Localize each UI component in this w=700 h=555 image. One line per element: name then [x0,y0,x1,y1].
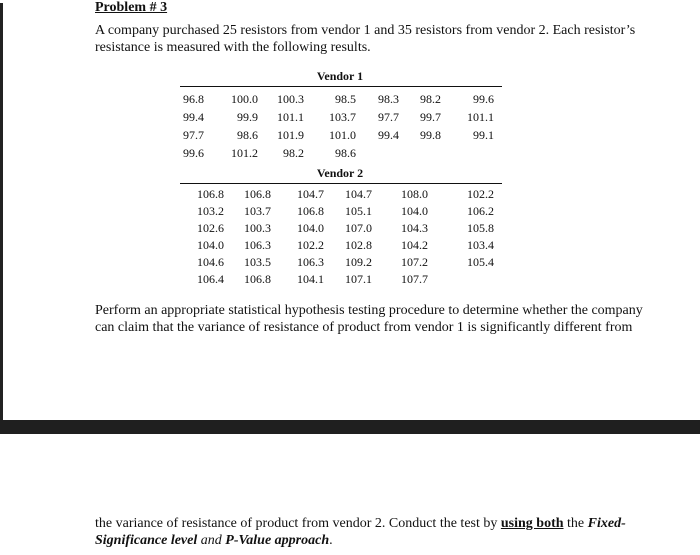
task-line-3-text: the variance of resistance of product from vendor 2. Conduct the test by [95,516,501,531]
task-line-3-mid: the [563,516,588,531]
vendor2-cell: 104.1 [297,272,324,286]
vendor2-cell: 103.7 [244,204,271,218]
vendor2-cell: 103.5 [244,255,271,269]
vendor1-cell: 98.6 [335,146,356,160]
vendor2-rule [180,183,502,184]
task-paragraph-bottom [95,515,665,549]
vendor2-cell: 107.0 [345,221,372,235]
vendor2-cell: 104.3 [401,221,428,235]
task-line-4-and: and [197,533,226,548]
task-line-1: Perform an appropriate statistical hypothesis testing procedure to determine whether the company [95,303,643,318]
vendor1-cell: 101.2 [231,146,258,160]
vendor1-cell: 101.9 [277,128,304,142]
vendor2-cell: 102.2 [297,238,324,252]
vendor1-cell: 98.2 [283,146,304,160]
vendor2-cell: 106.8 [244,187,271,201]
vendor2-cell: 103.2 [197,204,224,218]
vendor2-cell: 100.3 [244,221,271,235]
vendor2-cell: 107.1 [345,272,372,286]
vendor2-cell: 106.8 [197,187,224,201]
emphasis-fixed: Fixed- [587,516,626,531]
vendor1-cell: 100.0 [231,92,258,106]
vendor2-cell: 102.8 [345,238,372,252]
vendor2-cell: 103.4 [467,238,494,252]
vendor2-cell: 106.3 [297,255,324,269]
vendor2-cell: 104.0 [197,238,224,252]
vendor2-cell: 106.2 [467,204,494,218]
task-line-4 [95,532,665,549]
problem-intro [95,22,655,56]
vendor1-cell: 97.7 [183,128,204,142]
vendor1-cell: 103.7 [329,110,356,124]
problem-title: Problem # 3 [95,0,168,15]
vendor2-cell: 108.0 [401,187,428,201]
vendor2-cell: 107.7 [401,272,428,286]
vendor1-cell: 98.3 [378,92,399,106]
task-line-3 [95,515,665,532]
vendor2-cell: 105.1 [345,204,372,218]
vendor1-cell: 99.8 [420,128,441,142]
vendor1-cell: 98.6 [237,128,258,142]
left-border [0,3,3,423]
vendor1-cell: 98.5 [335,92,356,106]
vendor1-cell: 97.7 [378,110,399,124]
vendor1-cell: 99.4 [183,110,204,124]
vendor1-heading: Vendor 1 [316,69,364,83]
vendor2-cell: 106.8 [297,204,324,218]
vendor2-cell: 102.2 [467,187,494,201]
vendor2-cell: 105.8 [467,221,494,235]
vendor1-cell: 99.9 [237,110,258,124]
vendor2-cell: 104.0 [297,221,324,235]
vendor2-cell: 105.4 [467,255,494,269]
emphasis-using-both: using both [500,516,564,531]
vendor2-cell: 106.4 [197,272,224,286]
vendor1-cell: 101.1 [277,110,304,124]
vendor1-cell: 98.2 [420,92,441,106]
vendor2-heading: Vendor 2 [316,166,364,180]
task-line-2: can claim that the variance of resistance of product from vendor 1 is significantly different from [95,320,633,335]
vendor1-cell: 101.0 [329,128,356,142]
vendor1-cell: 101.1 [467,110,494,124]
intro-line-2: resistance is measured with the following results. [95,40,371,55]
emphasis-significance-level: Significance level [95,533,198,548]
vendor2-cell: 104.7 [297,187,324,201]
vendor2-cell: 104.2 [401,238,428,252]
vendor2-cell: 109.2 [345,255,372,269]
intro-line-1: A company purchased 25 resistors from vendor 1 and 35 resistors from vendor 2. Each resistor’s [95,23,636,38]
vendor1-cell: 99.6 [473,92,494,106]
vendor2-cell: 106.3 [244,238,271,252]
vendor2-cell: 102.6 [197,221,224,235]
vendor1-cell: 100.3 [277,92,304,106]
vendor2-cell: 106.8 [244,272,271,286]
vendor2-cell: 104.6 [197,255,224,269]
emphasis-p-value: P-Value approach [225,533,330,548]
vendor2-cell: 104.7 [345,187,372,201]
task-line-4-end: . [329,533,333,548]
vendor1-cell: 99.6 [183,146,204,160]
vendor1-cell: 99.1 [473,128,494,142]
vendor2-cell: 107.2 [401,255,428,269]
task-paragraph-top [95,302,655,336]
vendor1-cell: 96.8 [183,92,204,106]
vendor1-rule [180,86,502,87]
vendor2-cell: 104.0 [401,204,428,218]
vendor1-cell: 99.7 [420,110,441,124]
vendor1-cell: 99.4 [378,128,399,142]
page-divider [0,420,700,434]
